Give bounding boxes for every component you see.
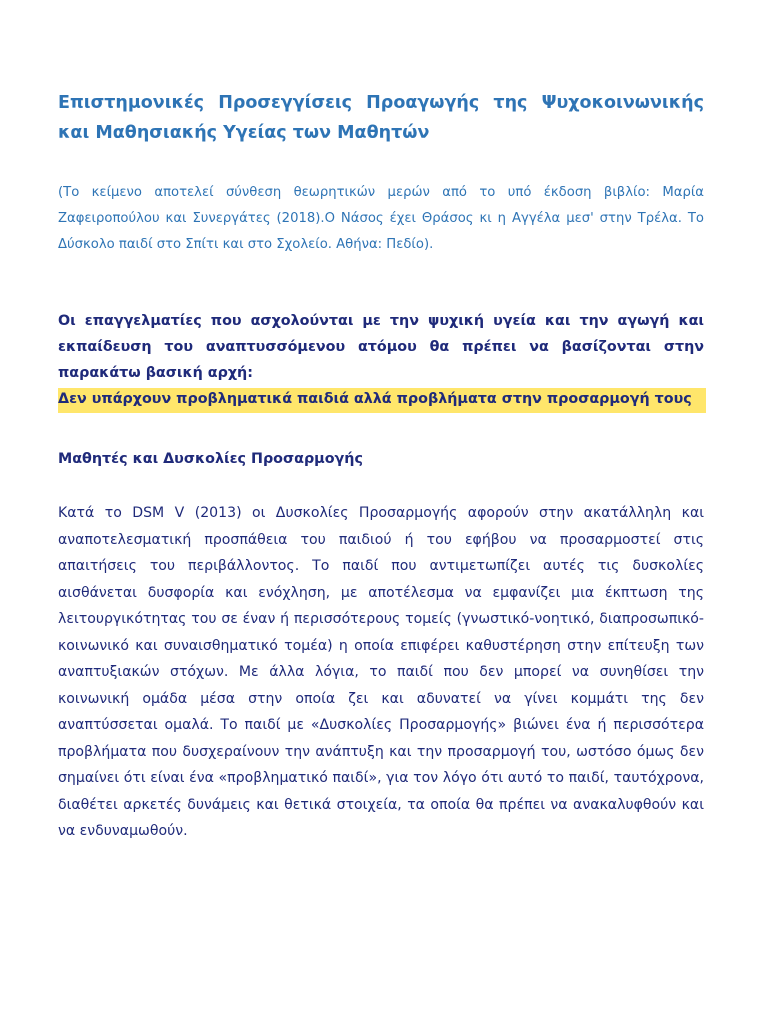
source-note: (Το κείμενο αποτελεί σύνθεση θεωρητικών μερών από το υπό έκδοση βιβλίο: Μαρία Ζαφειροπούλου και Συνεργάτες (2018).Ο Νάσος έχει Θράσος κι η Αγγέλα μεσ' στην Τρέλα. Το Δύσκολο παιδί στο Σπίτι και στο Σχολείο. Αθήνα: Πεδίο). bbox=[58, 185, 704, 252]
principle-highlight: Δεν υπάρχουν προβληματικά παιδιά αλλά προβλήματα στην προσαρμογή τους bbox=[58, 391, 692, 407]
principle-intro: Οι επαγγελματίες που ασχολούνται με την ψυχική υγεία και την αγωγή και εκπαίδευση του αναπτυσσόμενου ατόμου θα πρέπει να βασίζονται στην παρακάτω βασική αρχή: bbox=[58, 313, 704, 381]
body-paragraph: Κατά το DSM V (2013) οι Δυσκολίες Προσαρμογής αφορούν στην ακατάλληλη και αναποτελεσματική προσπάθεια του παιδιού ή του εφήβου να προσαρμοστεί στις απαιτήσεις του περιβάλλοντος. Το παιδί που αντιμετωπίζει αυτές τις δυσκολίες αισθάνεται δυσφορία και ενόχληση, με αποτέλεσμα να εμφανίζει μια έκπτωση της λειτουργικότητας του σε έναν ή περισσότερους τομείς (γνωστικό-νοητικό, διαπροσωπικό-κοινωνικό και συναισθηματικό τομέα) η οποία επιφέρει καθυστέρηση στην επίτευξη των αναπτυξιακών στόχων. Με άλλα λόγια, το παιδί που δεν μπορεί να συνηθίσει την κοινωνική ομάδα μέσα στην οποία ζει και αδυνατεί να γίνει κομμάτι της δεν αναπτύσσεται ομαλά. Το παιδί με «Δυσκολίες Προσαρμογής» βιώνει ένα ή περισσότερα προβλήματα που δυσχεραίνουν την ανάπτυξη και την προσαρμογή του, ωστόσο όμως δεν σημαίνει ότι είναι ένα «προβληματικό παιδί», για τον λόγο ότι αυτό το παιδί, ταυτόχρονα, διαθέτει αρκετές δυνάμεις και θετικά στοιχεία, τα οποία θα πρέπει να ανακαλυφθούν και να ενδυναμωθούν. bbox=[58, 505, 704, 839]
document-title: Επιστημονικές Προσεγγίσεις Προαγωγής της Ψυχοκοινωνικής και Μαθησιακής Υγείας των Μαθητών bbox=[58, 93, 704, 143]
section-heading: Μαθητές και Δυσκολίες Προσαρμογής bbox=[58, 451, 363, 467]
